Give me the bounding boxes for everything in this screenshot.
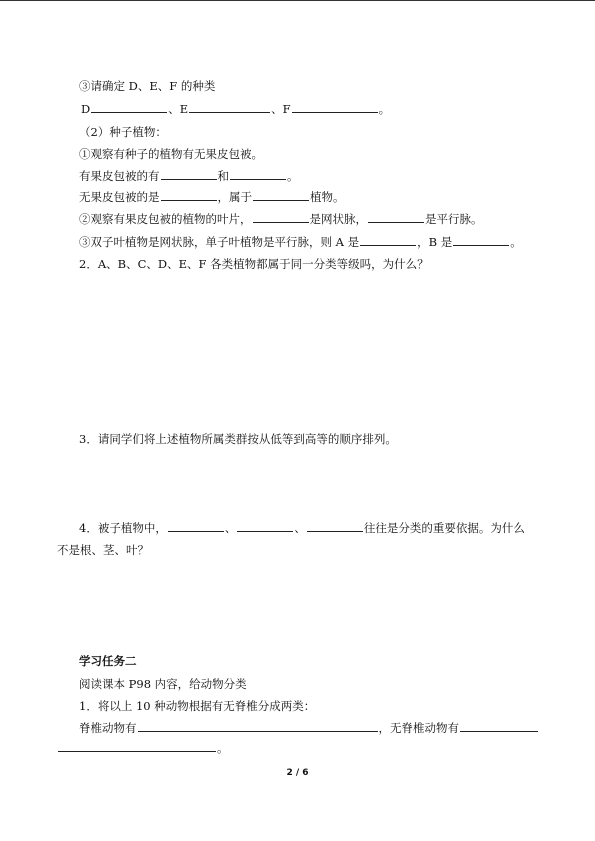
blank-d[interactable]: [91, 101, 167, 113]
question-3: 3．请同学们将上述植物所属类群按从低等到高等的顺序排列。: [79, 432, 397, 446]
line-uncovered: 无果皮包被的是 ，属于 植物。: [79, 190, 345, 204]
blank-invertebrates-cont[interactable]: [58, 740, 216, 752]
blank-net-veins[interactable]: [253, 211, 309, 223]
line-observe-seed: ①观察有种子的植物有无果皮包被。: [79, 147, 263, 161]
label-e: 、E: [168, 102, 189, 116]
line-determine-def: ③请确定 D、E、F 的种类: [79, 79, 216, 93]
blank-e[interactable]: [189, 101, 270, 113]
blank-q4-3[interactable]: [307, 520, 363, 532]
question-4-continued: 不是根、茎、叶？: [57, 543, 149, 557]
task-2-heading: 学习任务二: [79, 654, 137, 668]
line-def-blanks: D 、E 、F 。: [81, 102, 391, 116]
question-2: 2．A、B、C、D、E、F 各类植物都属于同一分类等级吗，为什么？: [79, 257, 429, 271]
blank-invertebrates[interactable]: [460, 720, 538, 732]
blank-q4-2[interactable]: [237, 520, 293, 532]
blank-covered-2[interactable]: [230, 168, 286, 180]
label-d: D: [81, 102, 91, 116]
blank-covered-1[interactable]: [161, 168, 217, 180]
blank-parallel-veins[interactable]: [368, 211, 424, 223]
line-classify-animals: 1．将以上 10 种动物根据有无脊椎分成两类：: [79, 699, 316, 713]
question-4: 4．被子植物中， 、 、 往往是分类的重要依据。为什么: [79, 521, 525, 535]
line-invertebrates-cont: 。: [57, 740, 229, 756]
label-f: 、F: [271, 102, 291, 116]
line-read-textbook: 阅读课本 P98 内容，给动物分类: [79, 677, 247, 691]
page-number: 2 / 6: [286, 768, 309, 778]
blank-uncovered[interactable]: [161, 189, 217, 201]
blank-f[interactable]: [292, 101, 378, 113]
line-vertebrates: 脊椎动物有 ，无脊椎动物有: [79, 720, 539, 736]
blank-vertebrates[interactable]: [138, 720, 378, 732]
line-covered: 有果皮包被的有 和 。: [79, 169, 299, 183]
blank-plant-type[interactable]: [253, 189, 309, 201]
line-leaf-veins: ②观察有果皮包被的植物的叶片， 是网状脉， 是平行脉。: [79, 212, 483, 226]
line-dicot-monocot: ③双子叶植物是网状脉，单子叶植物是平行脉，则 A 是 ，B 是 。: [79, 235, 522, 249]
blank-b[interactable]: [453, 234, 509, 246]
section-seed-plants: （2）种子植物：: [79, 125, 167, 139]
blank-q4-1[interactable]: [168, 520, 224, 532]
blank-a[interactable]: [360, 234, 416, 246]
top-rule: [0, 0, 595, 1]
